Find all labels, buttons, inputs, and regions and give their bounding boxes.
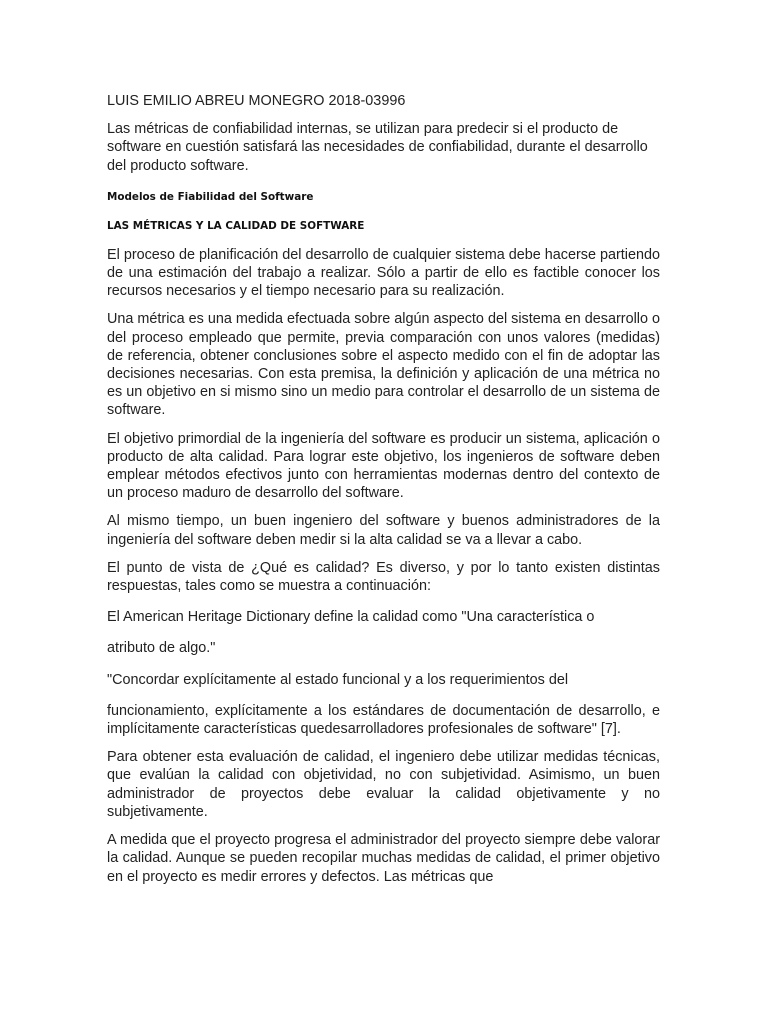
paragraph-dictionary: El American Heritage Dictionary define la calidad como "Una característica o — [107, 609, 595, 626]
document-page — [107, 92, 660, 886]
paragraph-project-progress: A medida que el proyecto progresa el administrador del proyecto siempre debe valorar la calidad. Aunque se pueden recopilar muchas medidas de calidad, el primer objetivo en el proyecto es medir errores y defectos. Las métricas que — [107, 832, 660, 885]
paragraph-evaluation: Para obtener esta evaluación de calidad, el ingeniero debe utilizar medidas técnicas, que evalúan la calidad con objetividad, no con subjetividad. Asimismo, un buen administrador de proyectos debe evaluar la calidad objetivamente y no subjetivamente. — [107, 749, 660, 820]
paragraph-engineer: Al mismo tiempo, un buen ingeniero del software y buenos administradores de la ingeniería del software deben medir si la alta calidad se va a llevar a cabo. — [107, 513, 660, 548]
paragraph-attribute: atributo de algo." — [107, 640, 216, 657]
section-heading-models: Modelos de Fiabilidad del Software — [107, 190, 314, 203]
paragraph-quote-start: "Concordar explícitamente al estado funcional y a los requerimientos del — [107, 671, 569, 688]
section-heading-metrics-quality: LAS MÉTRICAS Y LA CALIDAD DE SOFTWARE — [107, 219, 365, 232]
author-line: LUIS EMILIO ABREU MONEGRO 2018-03996 — [107, 93, 406, 109]
paragraph-metric-definition: Una métrica es una medida efectuada sobre algún aspecto del sistema en desarrollo o del proceso empleado que permite, previa comparación con unos valores (medidas) de referencia, obtener conclusiones sobre el aspecto medido con el fin de adoptar las decisiones necesarias. Con esta premisa, la definición y aplicación de una métrica no es un objetivo en si mismo sino un medio para controlar el desarrollo de un sistema de software. — [107, 311, 660, 419]
paragraph-objective: El objetivo primordial de la ingeniería del software es producir un sistema, aplicación o producto de alta calidad. Para lograr este objetivo, los ingenieros de software deben emplear métodos efectivos junto con herramientas modernas dentro del contexto de un proceso maduro de desarrollo del software. — [107, 430, 660, 502]
intro-paragraph: Las métricas de confiabilidad internas, se utilizan para predecir si el producto de software en cuestión satisfará las necesidades de confiabilidad, durante el desarrollo del producto software. — [107, 121, 648, 174]
paragraph-quality-viewpoint: El punto de vista de ¿Qué es calidad? Es diverso, y por lo tanto existen distintas respuestas, tales como se muestra a continuación: — [107, 559, 660, 595]
paragraph-quote-end: funcionamiento, explícitamente a los estándares de documentación de desarrollo, e implícitamente características quedesarrolladores profesionales de software" [7]. — [107, 702, 660, 738]
paragraph-planning: El proceso de planificación del desarrollo de cualquier sistema debe hacerse partiendo de una estimación del trabajo a realizar. Sólo a partir de ello es factible conocer los recursos necesarios y el tiempo necesario para su realización. — [107, 246, 660, 300]
